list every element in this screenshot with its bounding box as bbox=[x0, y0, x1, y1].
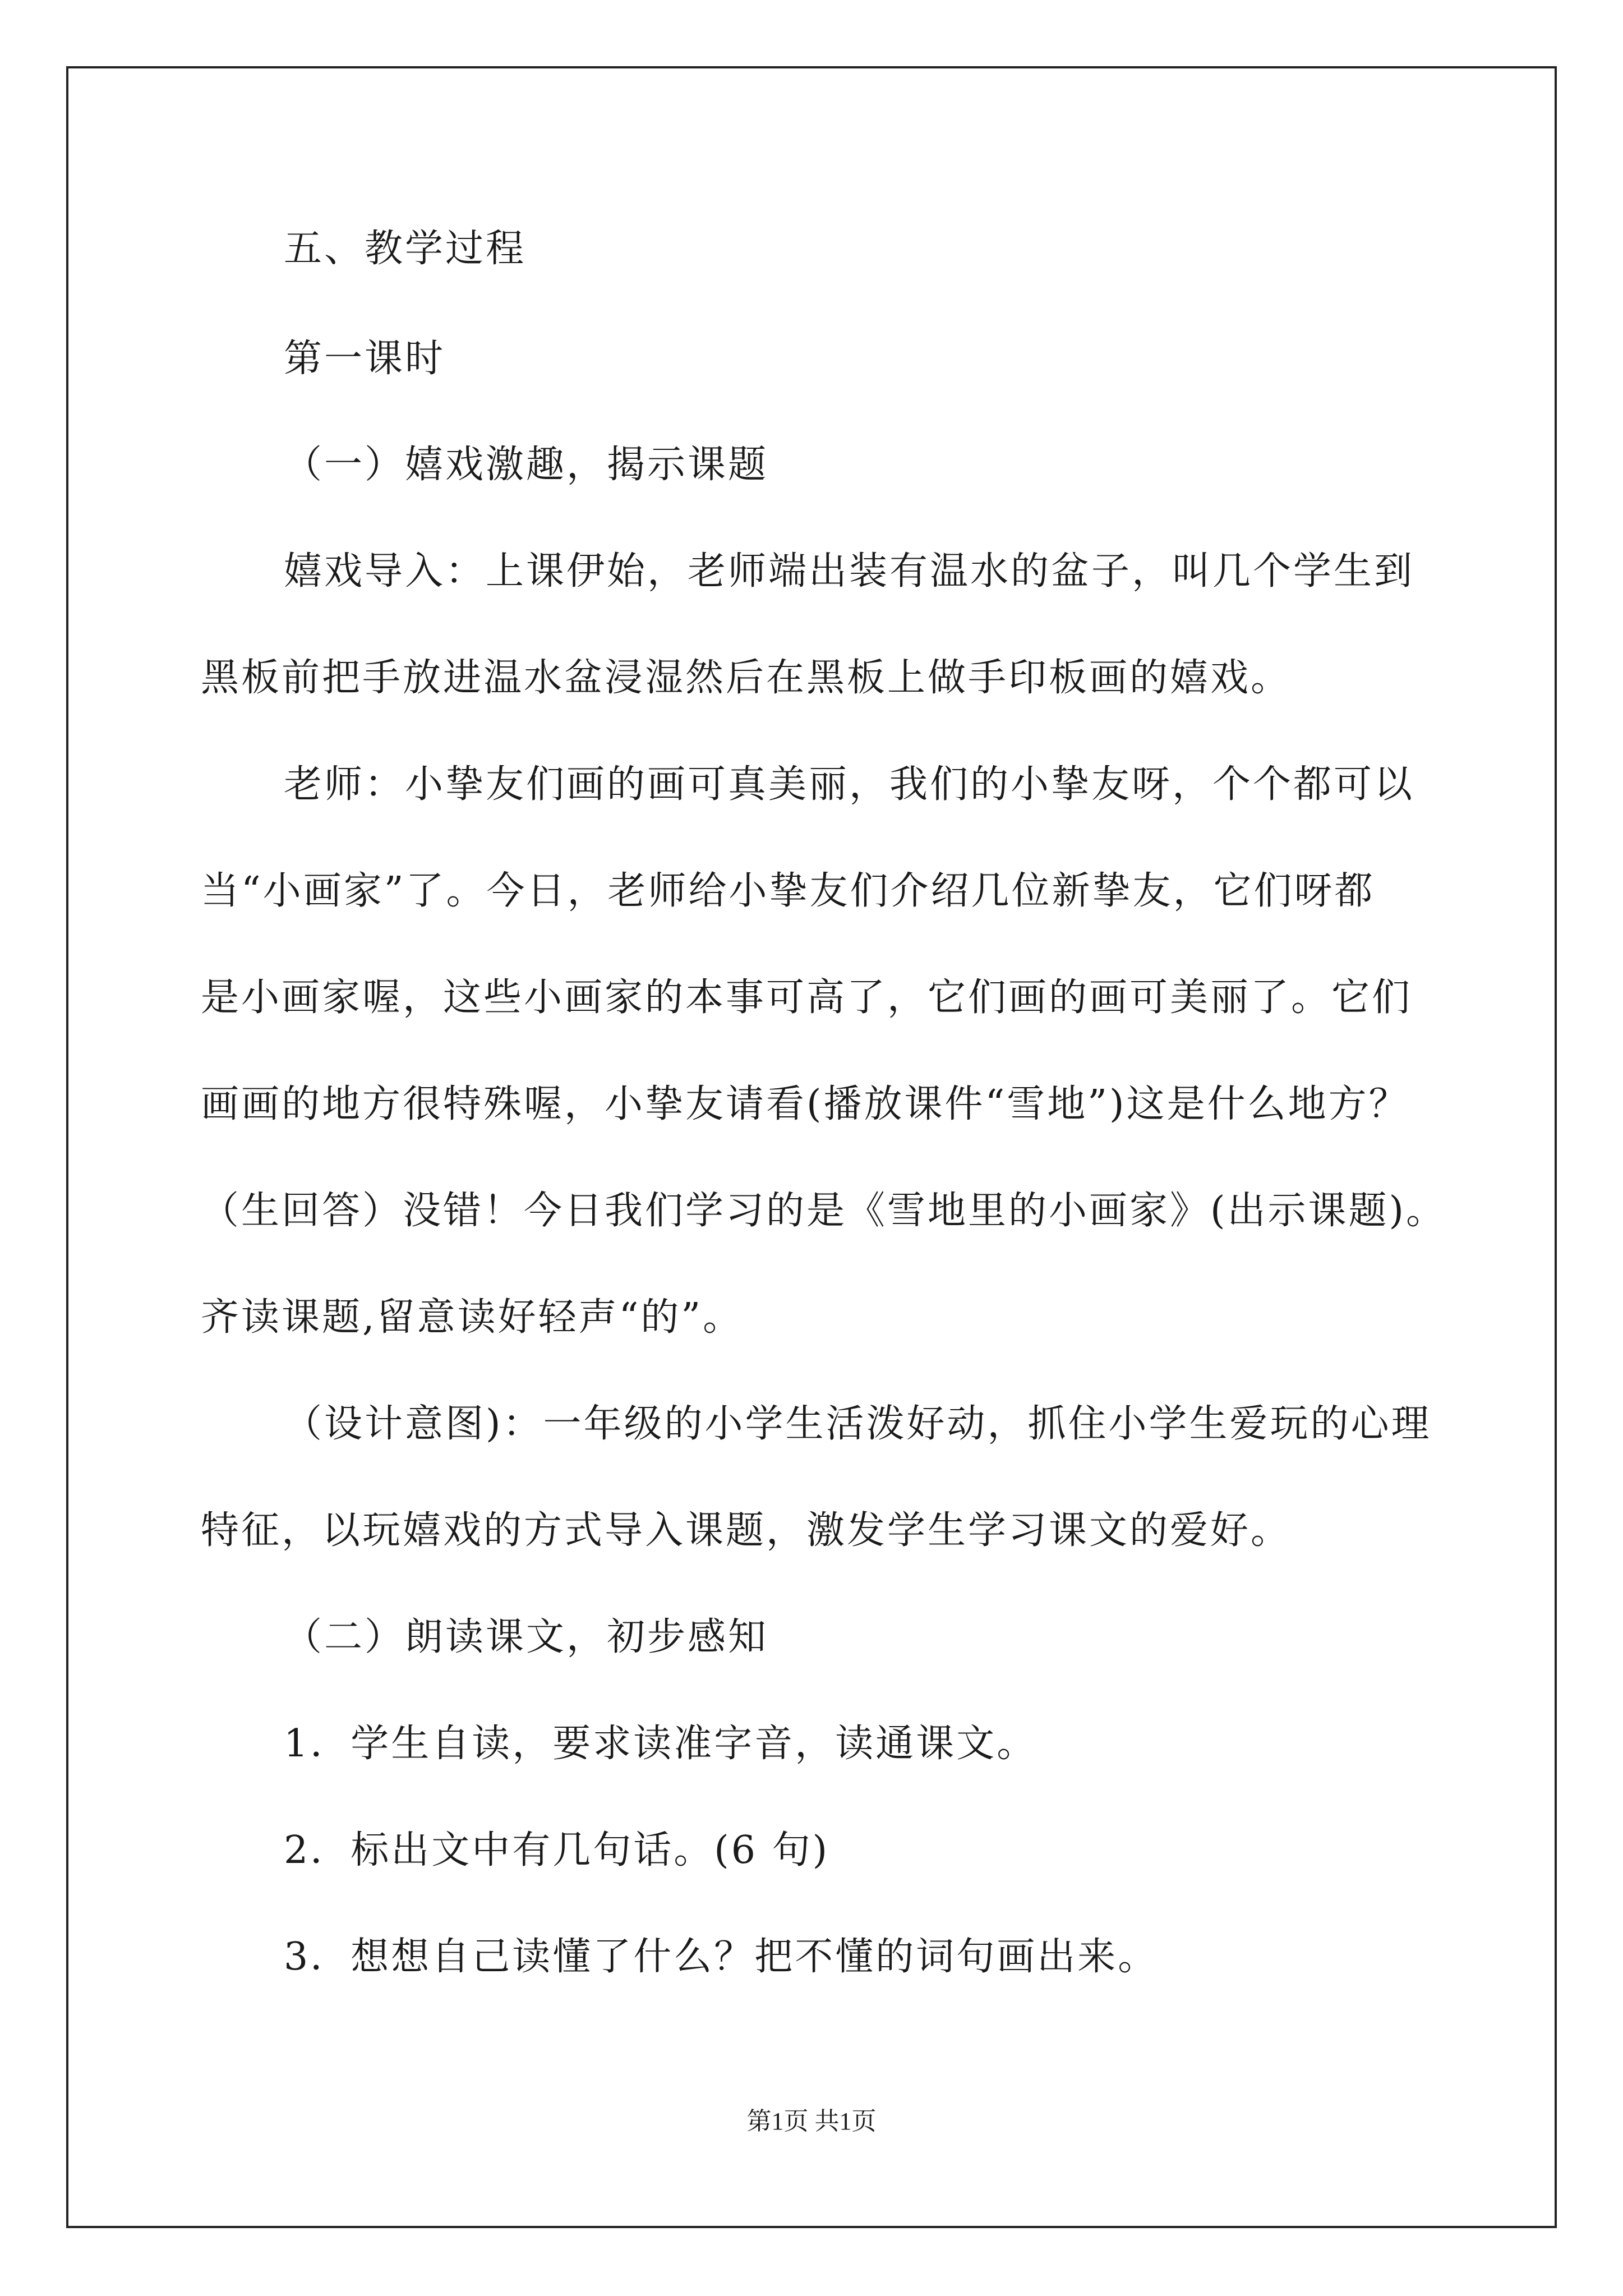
paragraph-line: 画画的地方很特殊喔，小挚友请看(播放课件“雪地”)这是什么地方？ bbox=[201, 1082, 1409, 1126]
list-item: 3．想想自己读懂了什么？把不懂的词句画出来。 bbox=[284, 1935, 1159, 1979]
paragraph-line: 特征，以玩嬉戏的方式导入课题，激发学生学习课文的爱好。 bbox=[201, 1508, 1292, 1553]
paragraph-line: 黑板前把手放进温水盆浸湿然后在黑板上做手印板画的嬉戏。 bbox=[201, 656, 1292, 700]
paragraph-line: 当“小画家”了。今日，老师给小挚友们介绍几位新挚友，它们呀都 bbox=[201, 869, 1375, 913]
subsection-heading: （二）朗读课文，初步感知 bbox=[284, 1615, 769, 1659]
paragraph-line: （生回答）没错！今日我们学习的是《雪地里的小画家》(出示课题)。 bbox=[201, 1189, 1447, 1233]
list-item: 2．标出文中有几句话。(6 句) bbox=[284, 1828, 830, 1872]
paragraph-line: 嬉戏导入：上课伊始，老师端出装有温水的盆子，叫几个学生到 bbox=[284, 549, 1415, 593]
section-heading: 五、教学过程 bbox=[284, 227, 527, 271]
paragraph-line: 齐读课题,留意读好轻声“的”。 bbox=[201, 1295, 744, 1340]
lesson-heading: 第一课时 bbox=[284, 337, 446, 381]
paragraph-line: （设计意图)：一年级的小学生活泼好动，抓住小学生爱玩的心理 bbox=[284, 1402, 1432, 1446]
paragraph-line: 老师：小挚友们画的画可真美丽，我们的小挚友呀，个个都可以 bbox=[284, 762, 1415, 807]
subsection-heading: （一）嬉戏激趣，揭示课题 bbox=[284, 443, 769, 487]
page-footer: 第1页 共1页 bbox=[746, 2108, 877, 2135]
list-item: 1．学生自读，要求读准字音，读通课文。 bbox=[284, 1722, 1038, 1766]
paragraph-line: 是小画家喔，这些小画家的本事可高了，它们画的画可美丽了。它们 bbox=[201, 976, 1413, 1020]
page-border bbox=[66, 66, 1557, 2228]
